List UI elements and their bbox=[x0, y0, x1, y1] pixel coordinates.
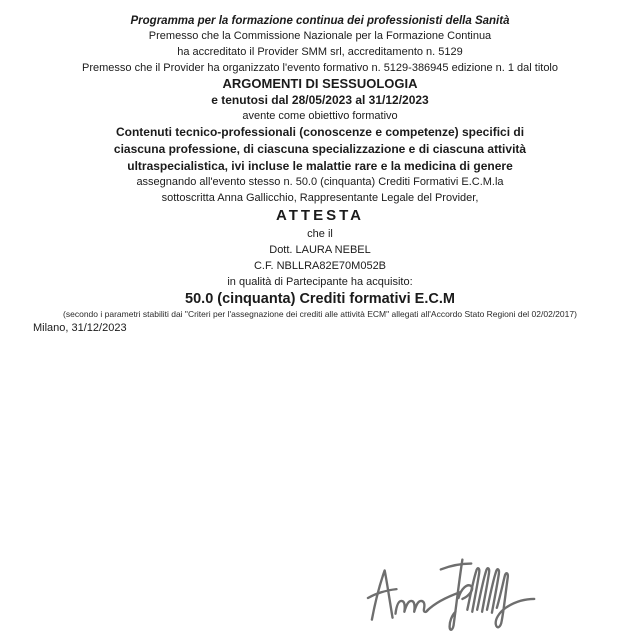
event-dates: e tenutosi dal 28/05/2023 al 31/12/2023 bbox=[211, 93, 429, 107]
objective-line: Contenuti tecnico-professionali (conoscenze e competenze) specifici di bbox=[115, 125, 525, 139]
recipient-line: in qualità di Partecipante ha acquisito: bbox=[227, 276, 413, 288]
place-and-date: Milano, 31/12/2023 bbox=[33, 322, 127, 334]
attesta-heading: ATTESTA bbox=[276, 207, 364, 224]
recipient-fiscal-code: C.F. NBLLRA82E70M052B bbox=[253, 260, 387, 272]
recipient-line: che il bbox=[307, 228, 333, 240]
assignment-line: sottoscritta Anna Gallicchio, Rappresentante Legale del Provider, bbox=[161, 191, 479, 204]
premesso-line: Premesso che il Provider ha organizzato l'evento formativo n. 5129-386945 edizione n. 1 dal titolo bbox=[82, 62, 558, 74]
premesso-line: Premesso che la Commissione Nazionale per la Formazione Continua bbox=[148, 30, 492, 42]
assignment-line: assegnando all'evento stesso n. 50.0 (cinquanta) Crediti Formativi E.C.M.la bbox=[136, 176, 504, 188]
objective-block bbox=[0, 124, 640, 175]
handwritten-signature-icon bbox=[365, 556, 547, 638]
premesso-line: ha accreditato il Provider SMM srl, accreditamento n. 5129 bbox=[177, 46, 463, 58]
objective-line: ciascuna professione, di ciascuna specializzazione e di ciascuna attività bbox=[113, 142, 527, 156]
objective-intro: avente come obiettivo formativo bbox=[242, 110, 398, 122]
event-title: ARGOMENTI DI SESSUOLOGIA bbox=[222, 76, 418, 91]
program-title: Programma per la formazione continua dei professionisti della Sanità bbox=[130, 15, 510, 27]
credits-footnote: (secondo i parametri stabiliti dai "Criteri per l'assegnazione dei crediti alle attività ECM" allegati all'Accordo Stato Regioni del 02/02/2017) bbox=[63, 309, 577, 319]
premesso-block bbox=[0, 28, 640, 76]
recipient-block bbox=[0, 226, 640, 290]
credits-awarded: 50.0 (cinquanta) Crediti formativi E.C.M bbox=[185, 291, 455, 307]
objective-line: ultraspecialistica, ivi incluse le malattie rare e la medicina di genere bbox=[127, 159, 513, 173]
credit-assignment-block bbox=[0, 175, 640, 206]
recipient-name: Dott. LAURA NEBEL bbox=[269, 244, 371, 256]
